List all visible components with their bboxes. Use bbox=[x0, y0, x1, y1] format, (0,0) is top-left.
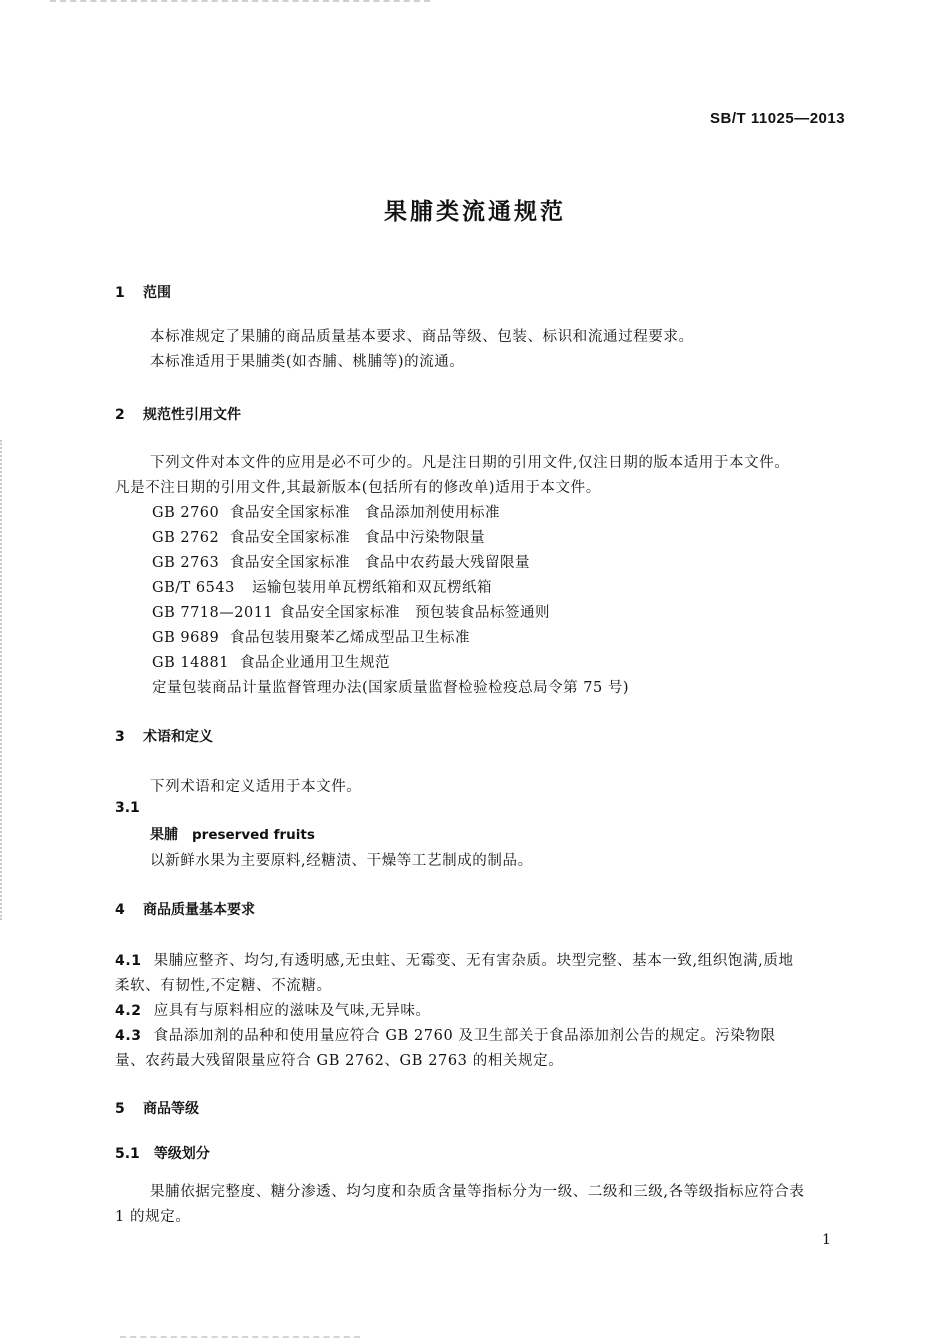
clause-4-3-line-2: 量、农药最大残留限量应符合 GB 2762、GB 2763 的相关规定。 bbox=[115, 1053, 564, 1069]
grading-paragraph-line-2: 1 的规定。 bbox=[115, 1209, 191, 1225]
reference-code: GB 9689 bbox=[152, 630, 220, 646]
reference-title: 食品企业通用卫生规范 bbox=[240, 655, 390, 671]
scope-paragraph-1: 本标准规定了果脯的商品质量基本要求、商品等级、包装、标识和流通过程要求。 bbox=[150, 329, 694, 345]
term-chinese: 果脯 bbox=[150, 827, 178, 843]
section-2-heading bbox=[115, 404, 241, 424]
term-definition: 以新鲜水果为主要原料,经糖渍、干燥等工艺制成的制品。 bbox=[150, 853, 533, 869]
reference-code: GB 2763 bbox=[152, 555, 220, 571]
reference-item bbox=[152, 601, 550, 622]
reference-item bbox=[152, 526, 485, 547]
scope-paragraph-2: 本标准适用于果脯类(如杏脯、桃脯等)的流通。 bbox=[150, 354, 465, 370]
clause-4-1-number: 4.1 bbox=[115, 953, 142, 969]
normative-intro-line-1: 下列文件对本文件的应用是必不可少的。凡是注日期的引用文件,仅注日期的版本适用于本文件。 bbox=[150, 455, 790, 471]
scan-edge-top bbox=[50, 0, 430, 4]
clause-4-3-text: 食品添加剂的品种和使用量应符合 GB 2760 及卫生部关于食品添加剂公告的规定。污染物限 bbox=[153, 1028, 776, 1044]
clause-4-1-text: 果脯应整齐、均匀,有透明感,无虫蛀、无霉变、无有害杂质。块型完整、基本一致,组织饱满,质地 bbox=[153, 953, 794, 969]
clause-4-1-line-1 bbox=[115, 949, 794, 970]
reference-code: GB 2762 bbox=[152, 530, 220, 546]
reference-item-metrology: 定量包装商品计量监督管理办法(国家质量监督检验检疫总局令第 75 号) bbox=[152, 680, 629, 696]
clause-4-3-line-1 bbox=[115, 1024, 776, 1045]
term-3-1-number: 3.1 bbox=[115, 800, 140, 816]
terms-intro: 下列术语和定义适用于本文件。 bbox=[150, 779, 362, 795]
section-1-number: 1 bbox=[115, 285, 125, 301]
section-4-heading bbox=[115, 899, 255, 919]
section-5-title: 商品等级 bbox=[143, 1101, 199, 1117]
subsection-5-1-title: 等级划分 bbox=[153, 1146, 210, 1162]
clause-4-3-number: 4.3 bbox=[115, 1028, 142, 1044]
reference-title: 运输包装用单瓦楞纸箱和双瓦楞纸箱 bbox=[252, 580, 492, 596]
section-2-number: 2 bbox=[115, 407, 125, 423]
section-3-number: 3 bbox=[115, 729, 125, 745]
clause-4-2-number: 4.2 bbox=[115, 1003, 142, 1019]
subsection-5-1-heading bbox=[115, 1143, 210, 1163]
section-3-heading bbox=[115, 726, 213, 746]
scan-edge-left bbox=[0, 440, 4, 920]
clause-4-2 bbox=[115, 999, 431, 1020]
section-5-number: 5 bbox=[115, 1101, 125, 1117]
reference-item bbox=[152, 651, 390, 672]
scan-edge-bottom bbox=[120, 1336, 360, 1340]
section-4-title: 商品质量基本要求 bbox=[143, 902, 255, 918]
clause-4-2-text: 应具有与原料相应的滋味及气味,无异味。 bbox=[153, 1003, 431, 1019]
reference-code: GB 7718—2011 bbox=[152, 605, 274, 621]
reference-item bbox=[152, 626, 470, 647]
page-number: 1 bbox=[822, 1232, 831, 1248]
section-3-title: 术语和定义 bbox=[143, 729, 213, 745]
reference-title: 食品安全国家标准 食品添加剂使用标准 bbox=[230, 505, 500, 521]
section-4-number: 4 bbox=[115, 902, 125, 918]
section-1-title: 范围 bbox=[143, 285, 171, 301]
reference-title: 食品安全国家标准 食品中农药最大残留限量 bbox=[230, 555, 530, 571]
section-5-heading bbox=[115, 1098, 199, 1118]
grading-paragraph-line-1: 果脯依据完整度、糖分渗透、均匀度和杂质含量等指标分为一级、二级和三级,各等级指标应符合表 bbox=[150, 1184, 805, 1200]
reference-code: GB 2760 bbox=[152, 505, 220, 521]
normative-intro-line-2: 凡是不注日期的引用文件,其最新版本(包括所有的修改单)适用于本文件。 bbox=[115, 480, 601, 496]
reference-item bbox=[152, 501, 500, 522]
subsection-5-1-number: 5.1 bbox=[115, 1146, 140, 1162]
reference-item bbox=[152, 551, 530, 572]
standard-code: SB/T 11025—2013 bbox=[710, 110, 846, 127]
reference-title: 食品安全国家标准 食品中污染物限量 bbox=[230, 530, 485, 546]
clause-4-1-line-2: 柔软、有韧性,不定糖、不流糖。 bbox=[115, 978, 332, 994]
reference-title: 食品安全国家标准 预包装食品标签通则 bbox=[280, 605, 550, 621]
reference-code: GB 14881 bbox=[152, 655, 229, 671]
section-2-title: 规范性引用文件 bbox=[143, 407, 241, 423]
section-1-heading bbox=[115, 282, 171, 302]
reference-code: GB/T 6543 bbox=[152, 580, 235, 596]
reference-title: 食品包装用聚苯乙烯成型品卫生标准 bbox=[230, 630, 470, 646]
document-title: 果脯类流通规范 bbox=[384, 199, 566, 225]
reference-item bbox=[152, 576, 492, 597]
term-english: preserved fruits bbox=[192, 827, 315, 843]
term-entry bbox=[150, 824, 315, 844]
